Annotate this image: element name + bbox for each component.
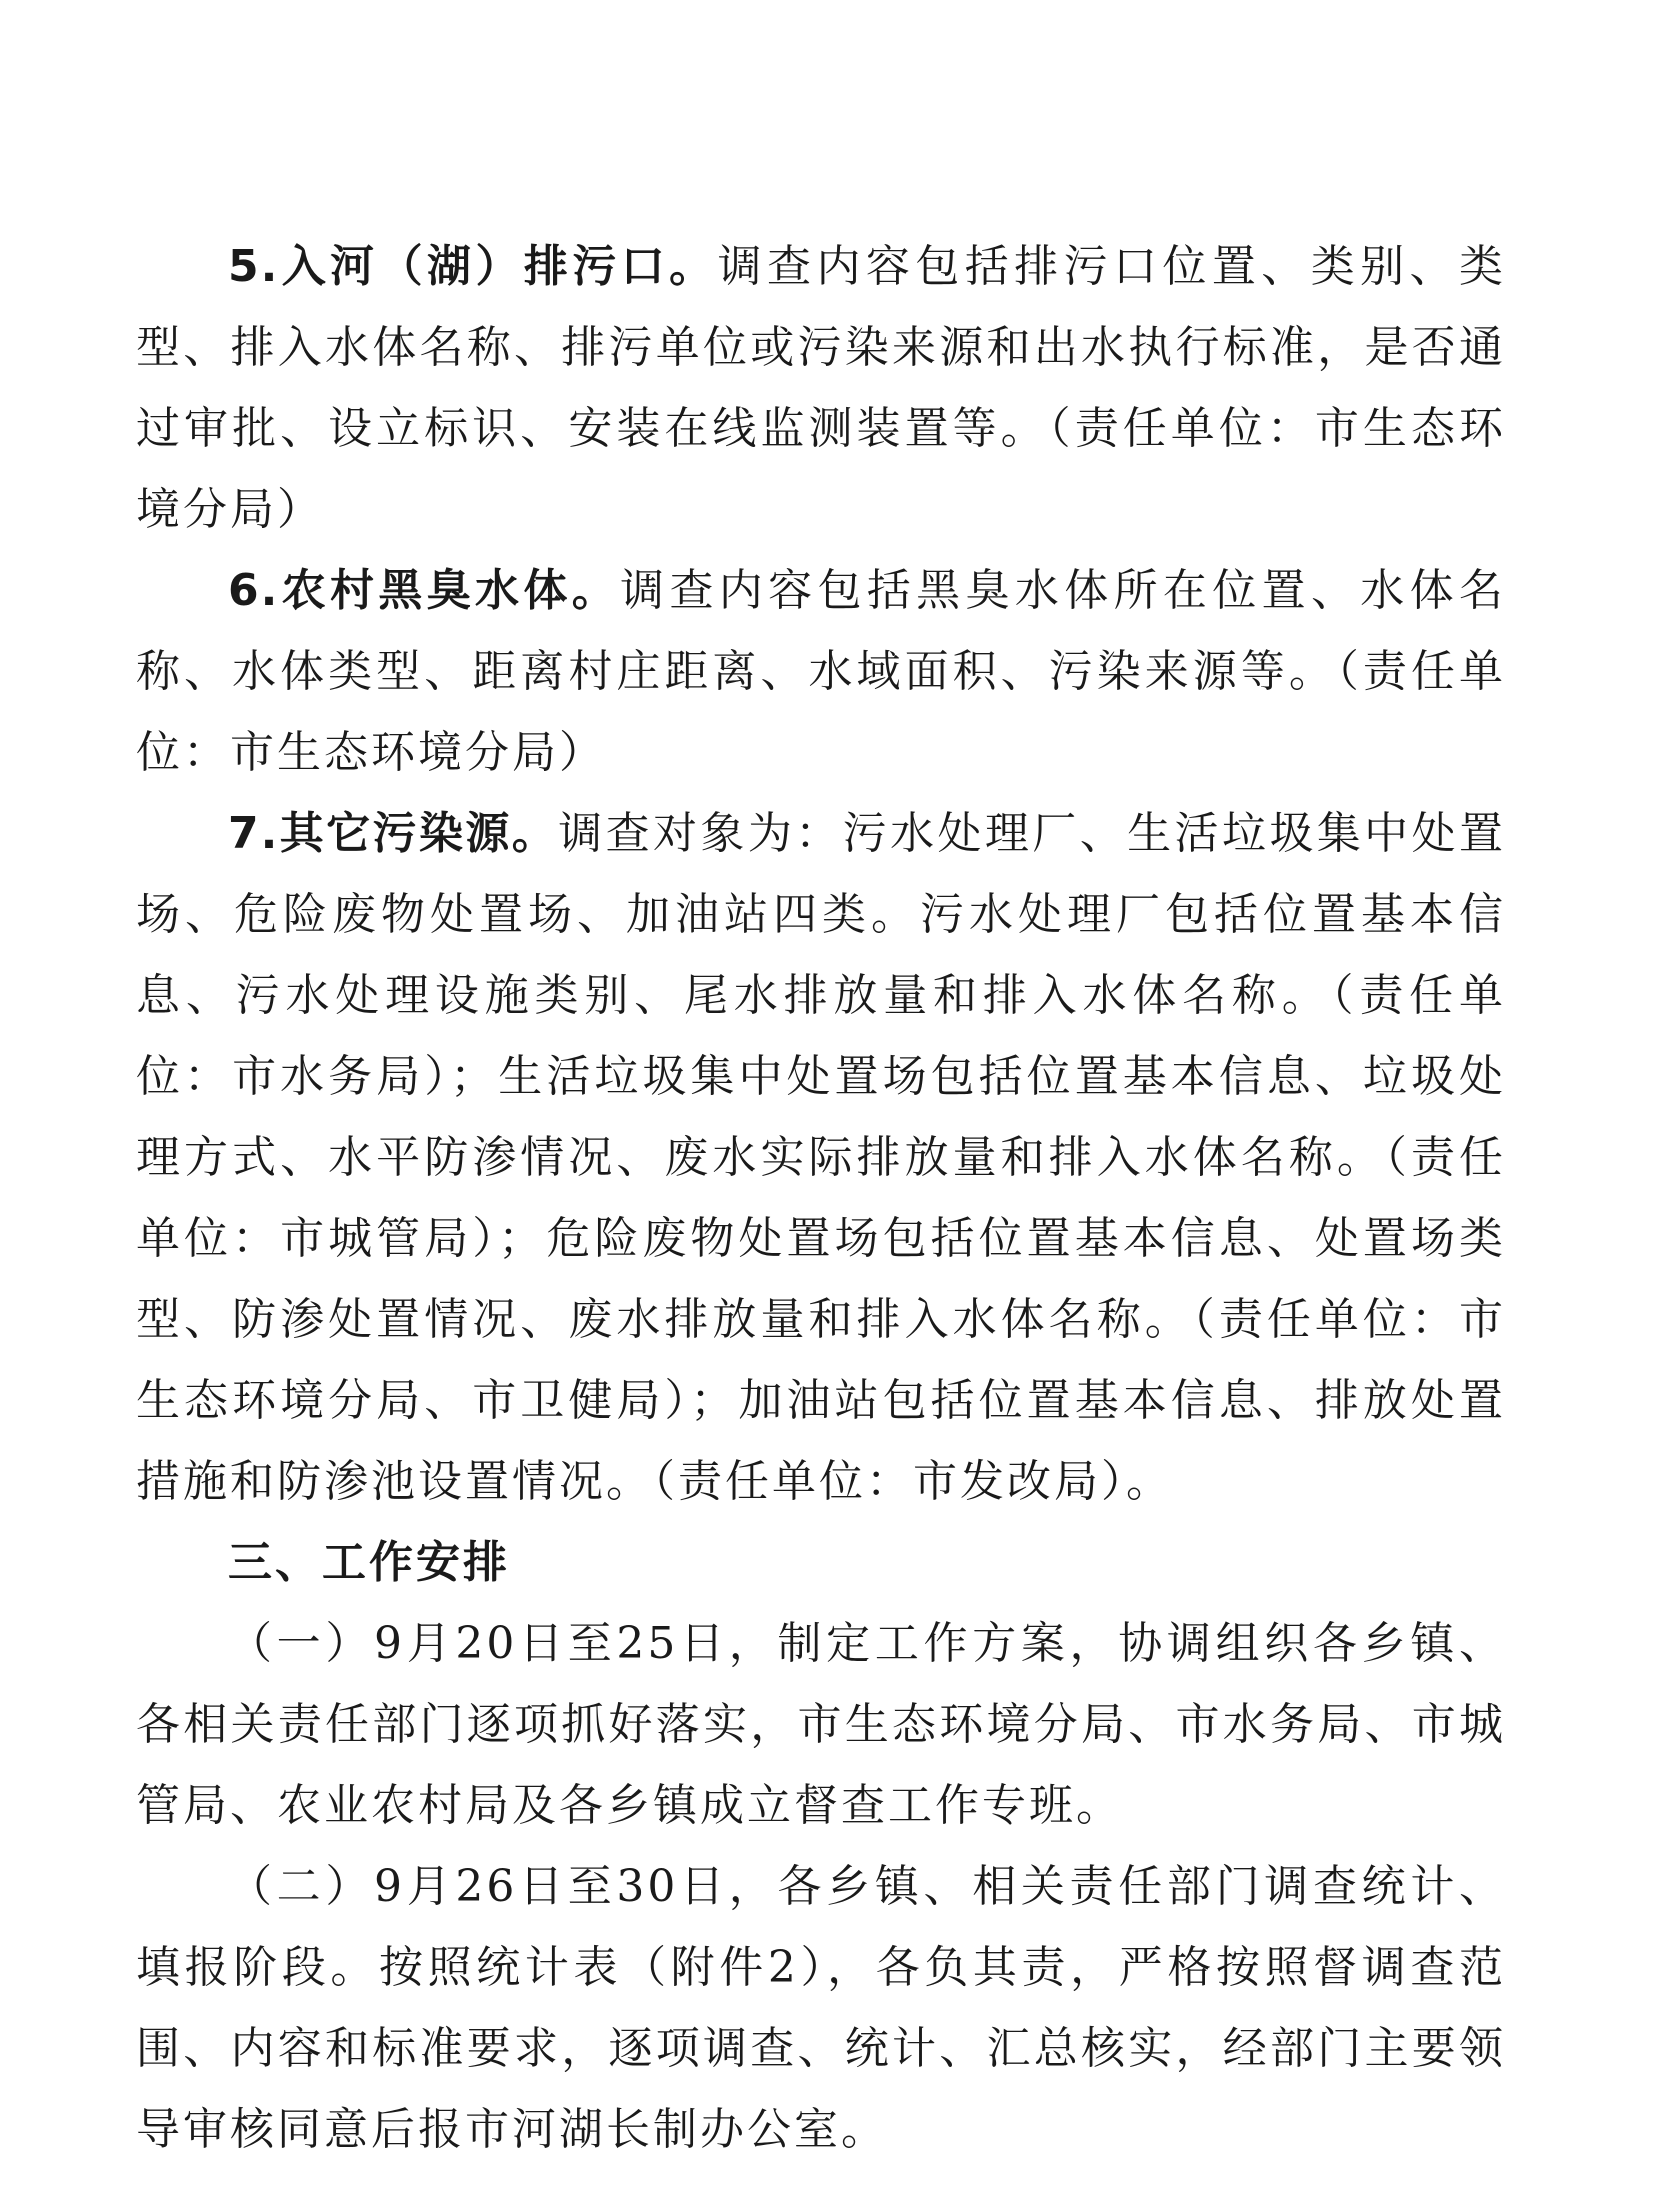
work-item-2: （二）9月26日至30日，各乡镇、相关责任部门调查统计、填报阶段。按照统计表（附件2），各负其责，严格按照督调查范围、内容和标准要求，逐项调查、统计、汇总核实，经部门主要领导审核同意后报市河湖长制办公室。 xyxy=(136,1861,1506,2155)
document-page xyxy=(136,226,1506,2170)
paragraph-heading: 7.其它污染源。 xyxy=(228,808,559,859)
paragraph-body: 调查内容包括排污口位置、类别、类型、排入水体名称、排污单位或污染来源和出水执行标准，是否通过审批、设立标识、安装在线监测装置等。（责任单位：市生态环境分局） xyxy=(136,241,1506,535)
paragraph-other-pollution xyxy=(136,793,1506,1522)
paragraph-black-odorous-water xyxy=(136,550,1506,793)
paragraph-body: 调查对象为：污水处理厂、生活垃圾集中处置场、危险废物处置场、加油站四类。污水处理厂包括位置基本信息、污水处理设施类别、尾水排放量和排入水体名称。（责任单位：市水务局）；生活垃圾集中处置场包括位置基本信息、垃圾处理方式、水平防渗情况、废水实际排放量和排入水体名称。（责任单位：市城管局）；危险废物处置场包括位置基本信息、处置场类型、防渗处置情况、废水排放量和排入水体名称。（责任单位：市生态环境分局、市卫健局）；加油站包括位置基本信息、排放处置措施和防渗池设置情况。（责任单位：市发改局）。 xyxy=(136,808,1506,1507)
paragraph-sewage-outlet xyxy=(136,226,1506,550)
section-title: 三、工作安排 xyxy=(228,1537,510,1588)
work-item-1: （一）9月20日至25日，制定工作方案，协调组织各乡镇、各相关责任部门逐项抓好落实，市生态环境分局、市水务局、市城管局、农业农村局及各乡镇成立督查工作专班。 xyxy=(136,1618,1506,1831)
paragraph-body: 调查内容包括黑臭水体所在位置、水体名称、水体类型、距离村庄距离、水域面积、污染来源等。（责任单位：市生态环境分局） xyxy=(136,565,1506,778)
paragraph-heading: 5.入河（湖）排污口。 xyxy=(228,241,718,292)
paragraph-heading: 6.农村黑臭水体。 xyxy=(228,565,621,616)
